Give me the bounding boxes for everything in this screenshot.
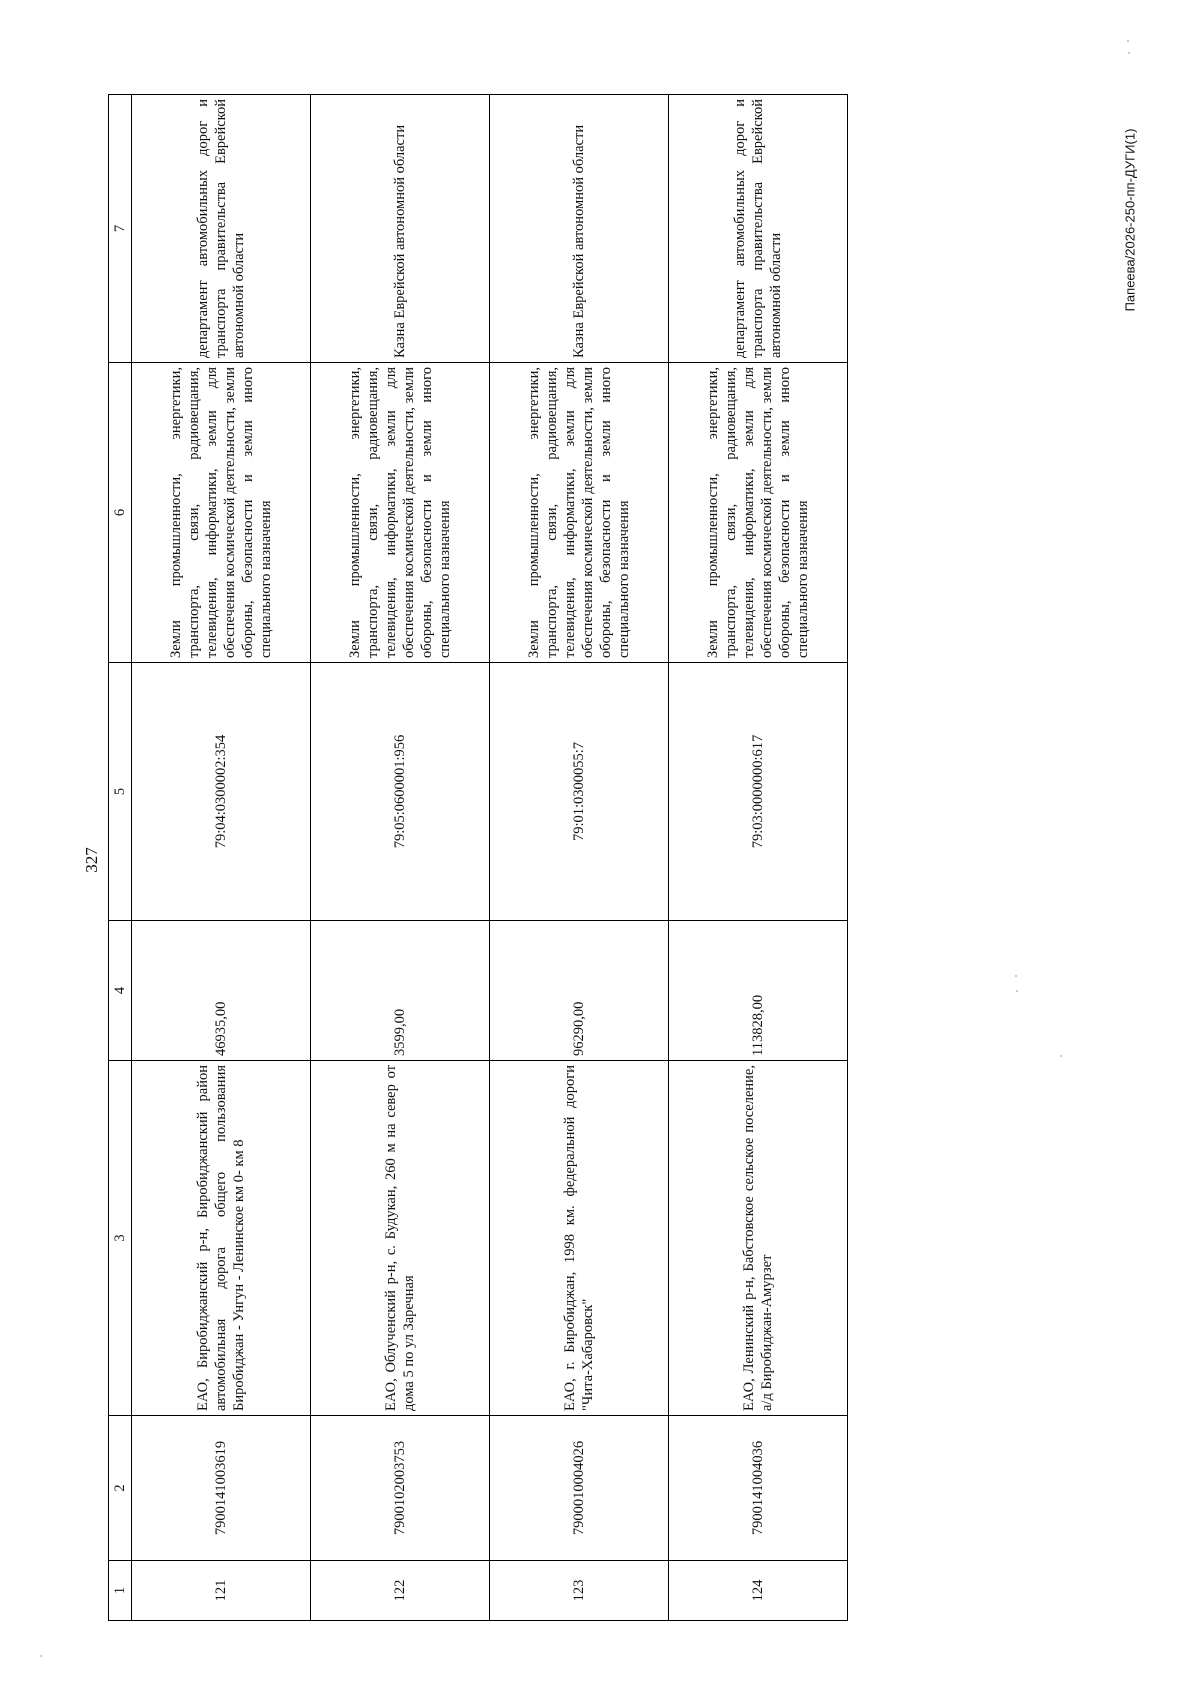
column-header-4: 4 (109, 921, 132, 1061)
object-area: 3599,00 (311, 921, 490, 1061)
object-address: ЕАО, Облученский р-н, с. Будукан, 260 м на север от дома 5 по ул Заречная (311, 1061, 490, 1416)
land-category: Земли промышленности, энергетики, транспорта, связи, радиовещания, телевидения, информатики, земли для обеспечения космической деятельности, земли обороны, безопасности и земли иного специального назначения (669, 363, 848, 663)
column-header-1: 1 (109, 1561, 132, 1621)
object-code: 7900141004036 (669, 1416, 848, 1561)
page-number: 327 (82, 847, 101, 873)
cadastral-number: 79:01:0300055:7 (490, 663, 669, 921)
object-address: ЕАО, Биробиджанский р-н, Биробиджанский район автомобильная дорога общего пользования Биробиджан - Унгун - Ленинское км 0- км 8 (132, 1061, 311, 1416)
cadastral-number: 79:03:0000000:617 (669, 663, 848, 921)
table-row (311, 95, 490, 1621)
column-header-3: 3 (109, 1061, 132, 1416)
land-category: Земли промышленности, энергетики, транспорта, связи, радиовещания, телевидения, информатики, земли для обеспечения космической деятельности, земли обороны, безопасности и земли иного специального назначения (311, 363, 490, 663)
column-header-2: 2 (109, 1416, 132, 1561)
object-code: 7900010004026 (490, 1416, 669, 1561)
registry-table-container (108, 95, 848, 1621)
right-holder: департамент автомобильных дорог и транспорта правительства Еврейской автономной области (669, 95, 848, 363)
right-holder: департамент автомобильных дорог и транспорта правительства Еврейской автономной области (132, 95, 311, 363)
object-address: ЕАО, г. Биробиджан, 1998 км. федеральной дороги "Чита-Хабаровск" (490, 1061, 669, 1416)
object-area: 46935,00 (132, 921, 311, 1061)
scan-speck (1016, 990, 1018, 992)
registry-table (108, 94, 848, 1621)
right-holder: Казна Еврейской автономной области (311, 95, 490, 363)
land-category: Земли промышленности, энергетики, транспорта, связи, радиовещания, телевидения, информатики, земли для обеспечения космической деятельности, земли обороны, безопасности и земли иного специального назначения (132, 363, 311, 663)
object-code: 7900102003753 (311, 1416, 490, 1561)
document-reference-text: Папеева/2026-250-пп-ДУГИ(1) (1122, 128, 1138, 312)
table-row (132, 95, 311, 1621)
scan-speck (1128, 52, 1130, 54)
document-reference (1120, 128, 1140, 312)
row-number: 124 (669, 1561, 848, 1621)
row-number: 121 (132, 1561, 311, 1621)
scan-speck (1015, 975, 1017, 977)
scan-speck (1060, 1055, 1062, 1057)
table-row (669, 95, 848, 1621)
cadastral-number: 79:05:0600001:956 (311, 663, 490, 921)
column-header-5: 5 (109, 663, 132, 921)
header-row (109, 95, 132, 1621)
right-holder: Казна Еврейской автономной области (490, 95, 669, 363)
object-code: 7900141003619 (132, 1416, 311, 1561)
scan-speck (1127, 40, 1129, 42)
column-header-6: 6 (109, 363, 132, 663)
object-address: ЕАО, Ленинский р-н, Бабстовское сельское поселение, а/д Биробиджан-Амурзет (669, 1061, 848, 1416)
object-area: 96290,00 (490, 921, 669, 1061)
land-category: Земли промышленности, энергетики, транспорта, связи, радиовещания, телевидения, информатики, земли для обеспечения космической деятельности, земли обороны, безопасности и земли иного специального назначения (490, 363, 669, 663)
cadastral-number: 79:04:0300002:354 (132, 663, 311, 921)
table-row (490, 95, 669, 1621)
object-area: 113828,00 (669, 921, 848, 1061)
row-number: 123 (490, 1561, 669, 1621)
column-header-7: 7 (109, 95, 132, 363)
scan-speck (40, 1655, 42, 1657)
row-number: 122 (311, 1561, 490, 1621)
